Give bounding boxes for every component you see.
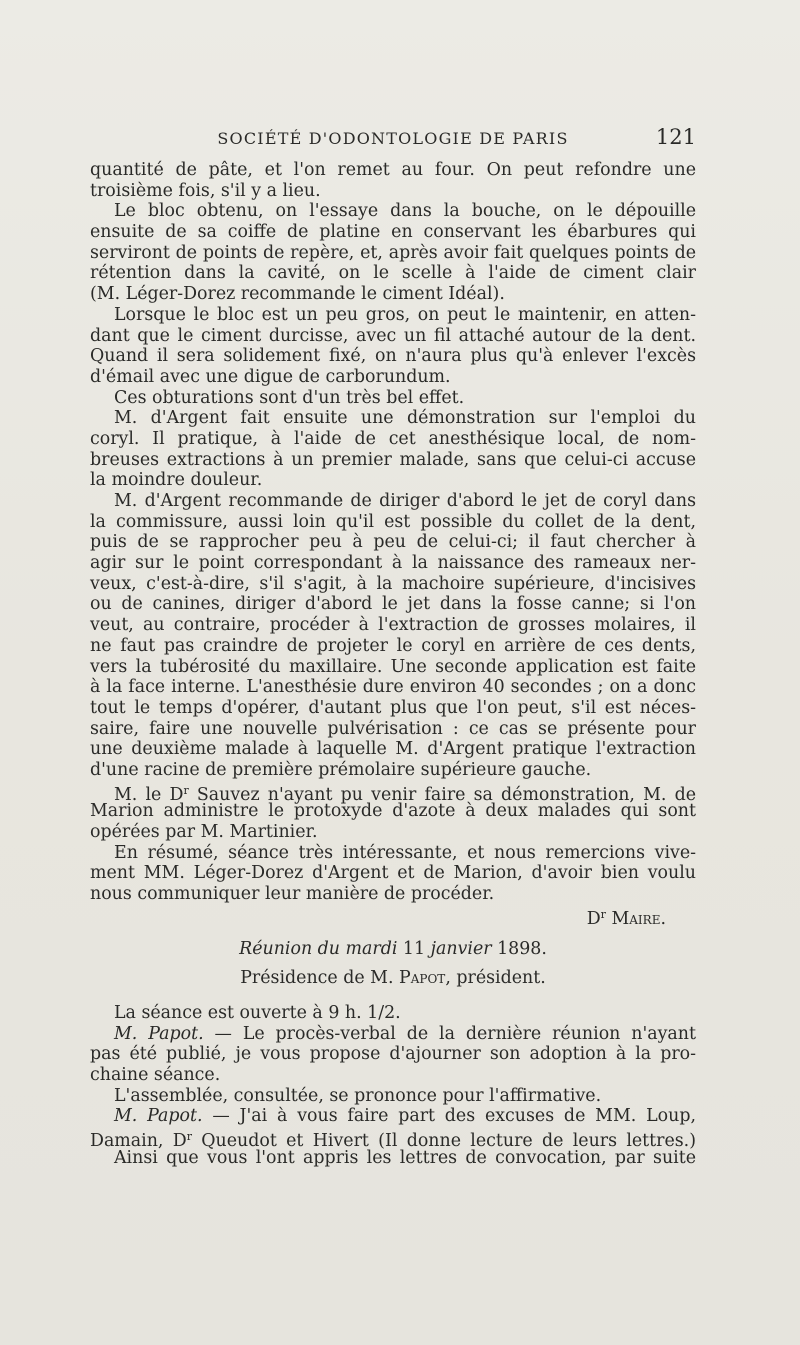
text-line: La séance est ouverte à 9 h. 1/2. bbox=[114, 1002, 401, 1023]
speaker: M. Papot. bbox=[114, 1106, 203, 1127]
spacer bbox=[90, 989, 696, 1003]
text-line bbox=[90, 1127, 696, 1151]
text-line bbox=[90, 1024, 696, 1045]
text-span: , président. bbox=[445, 968, 546, 989]
text-line: Marion administre le protoxyde d'azote à deux malades qui sont bbox=[90, 801, 696, 822]
text-line: Lorsque le bloc est un peu gros, on peut le maintenir, en atten- bbox=[114, 304, 696, 325]
meeting-year: 1898. bbox=[491, 939, 547, 960]
text-line: breuses extractions à un premier malade, sans que celui-ci accuse bbox=[90, 449, 696, 470]
text-line: M. d'Argent recommande de diriger d'abord le jet de coryl dans bbox=[114, 491, 696, 511]
president-name: Papot bbox=[399, 968, 446, 989]
spacer bbox=[90, 960, 696, 968]
text-line: nous communiquer leur manière de procéder. bbox=[90, 884, 495, 905]
text-line: opérées par M. Martinier. bbox=[90, 822, 318, 842]
text-line: chaine séance. bbox=[90, 1064, 221, 1085]
text-line: veut, au contraire, procéder à l'extraction de grosses molaires, il bbox=[90, 615, 696, 636]
text-line: quantité de pâte, et l'on remet au four. On peut refondre une bbox=[90, 160, 696, 180]
text-line: (M. Léger-Dorez recommande le ciment Idéal). bbox=[90, 284, 505, 305]
text-line: dant que le ciment durcisse, avec un fil attaché autour de la dent. bbox=[90, 325, 696, 346]
text-span: D bbox=[586, 908, 601, 929]
superscript: r bbox=[600, 907, 606, 921]
text-line: Ainsi que vous l'ont appris les lettres de convocation, par suite bbox=[114, 1147, 696, 1168]
superscript: r bbox=[183, 783, 189, 797]
text-span: Damain, D bbox=[90, 1130, 187, 1151]
text-line: veux, c'est-à-dire, s'il s'agit, à la machoire supérieure, d'incisives bbox=[90, 573, 696, 594]
text-line: une deuxième malade à laquelle M. d'Argent pratique l'extraction bbox=[90, 739, 696, 760]
text-line: puis de se rapprocher peu à peu de celui-ci; il faut chercher à bbox=[90, 532, 696, 553]
text-line bbox=[90, 781, 696, 805]
text-line: pas été publié, je vous propose d'ajourner son adoption à la pro- bbox=[90, 1044, 696, 1065]
text-line: ou de canines, diriger d'abord le jet dans la fosse canne; si l'on bbox=[90, 594, 696, 615]
text-span: Sauvez n'ayant pu venir faire sa démonstration, M. de bbox=[188, 784, 696, 805]
signature-name: Maire. bbox=[605, 908, 666, 929]
text-line: coryl. Il pratique, à l'aide de cet anesthésique local, de nom- bbox=[90, 428, 696, 449]
text-span: — J'ai à vous faire part des excuses de MM. Loup, bbox=[202, 1106, 696, 1127]
running-title: SOCIÉTÉ D'ODONTOLOGIE DE PARIS bbox=[217, 129, 569, 148]
text-line bbox=[90, 1106, 696, 1127]
signature bbox=[90, 905, 696, 929]
text-span: Présidence de M. bbox=[240, 968, 400, 989]
text-line: En résumé, séance très intéressante, et nous remercions vive- bbox=[114, 842, 696, 863]
page-body bbox=[90, 160, 696, 1168]
text-line: Le bloc obtenu, on l'essaye dans la bouche, on le dépouille bbox=[114, 201, 696, 222]
presidence-line bbox=[90, 968, 696, 989]
text-line: Quand il sera solidement fixé, on n'aura plus qu'à enlever l'excès bbox=[90, 346, 696, 367]
text-line: agir sur le point correspondant à la naissance des rameaux ner- bbox=[90, 553, 696, 574]
text-line: la moindre douleur. bbox=[90, 470, 263, 491]
meeting-title bbox=[90, 939, 696, 960]
superscript: r bbox=[186, 1129, 192, 1143]
text-line: vers la tubérosité du maxillaire. Une seconde application est faite bbox=[90, 656, 696, 677]
text-line: d'une racine de première prémolaire supérieure gauche. bbox=[90, 759, 592, 780]
text-span: — Le procès-verbal de la dernière réunion n'ayant bbox=[203, 1023, 696, 1044]
text-line: L'assemblée, consultée, se prononce pour l'affirmative. bbox=[114, 1085, 602, 1106]
text-line: Ces obturations sont d'un très bel effet. bbox=[114, 387, 465, 408]
text-line: à la face interne. L'anesthésie dure environ 40 secondes ; on a donc bbox=[90, 677, 696, 698]
text-line: d'émail avec une digue de carborundum. bbox=[90, 366, 451, 387]
text-line: la commissure, aussi loin qu'il est possible du collet de la dent, bbox=[90, 511, 696, 532]
text-span: Queudot et Hivert (Il donne lecture de leurs lettres.) bbox=[191, 1130, 696, 1151]
meeting-day: 11 bbox=[397, 939, 431, 960]
text-span: M. le D bbox=[114, 784, 184, 805]
speaker: M. Papot. bbox=[114, 1023, 204, 1044]
text-line: rétention dans la cavité, on le scelle à l'aide de ciment clair bbox=[90, 263, 696, 284]
page-number: 121 bbox=[655, 125, 696, 149]
page-header bbox=[90, 127, 696, 155]
text-line: troisième fois, s'il y a lieu. bbox=[90, 180, 321, 201]
meeting-month: janvier bbox=[430, 939, 492, 960]
text-line: tout le temps d'opérer, d'autant plus que l'on peut, s'il est néces- bbox=[90, 697, 696, 718]
text-line: ensuite de sa coiffe de platine en conservant les ébarbures qui bbox=[90, 222, 696, 243]
text-line: ne faut pas craindre de projeter le coryl en arrière de ces dents, bbox=[90, 635, 696, 656]
text-line: M. d'Argent fait ensuite une démonstration sur l'emploi du bbox=[114, 408, 696, 429]
text-line: saire, faire une nouvelle pulvérisation : ce cas se présente pour bbox=[90, 718, 696, 739]
text-line: serviront de points de repère, et, après avoir fait quelques points de bbox=[90, 242, 696, 263]
meeting-title-italic: Réunion du mardi bbox=[239, 939, 398, 960]
text-line: ment MM. Léger-Dorez d'Argent et de Marion, d'avoir bien voulu bbox=[90, 863, 696, 884]
